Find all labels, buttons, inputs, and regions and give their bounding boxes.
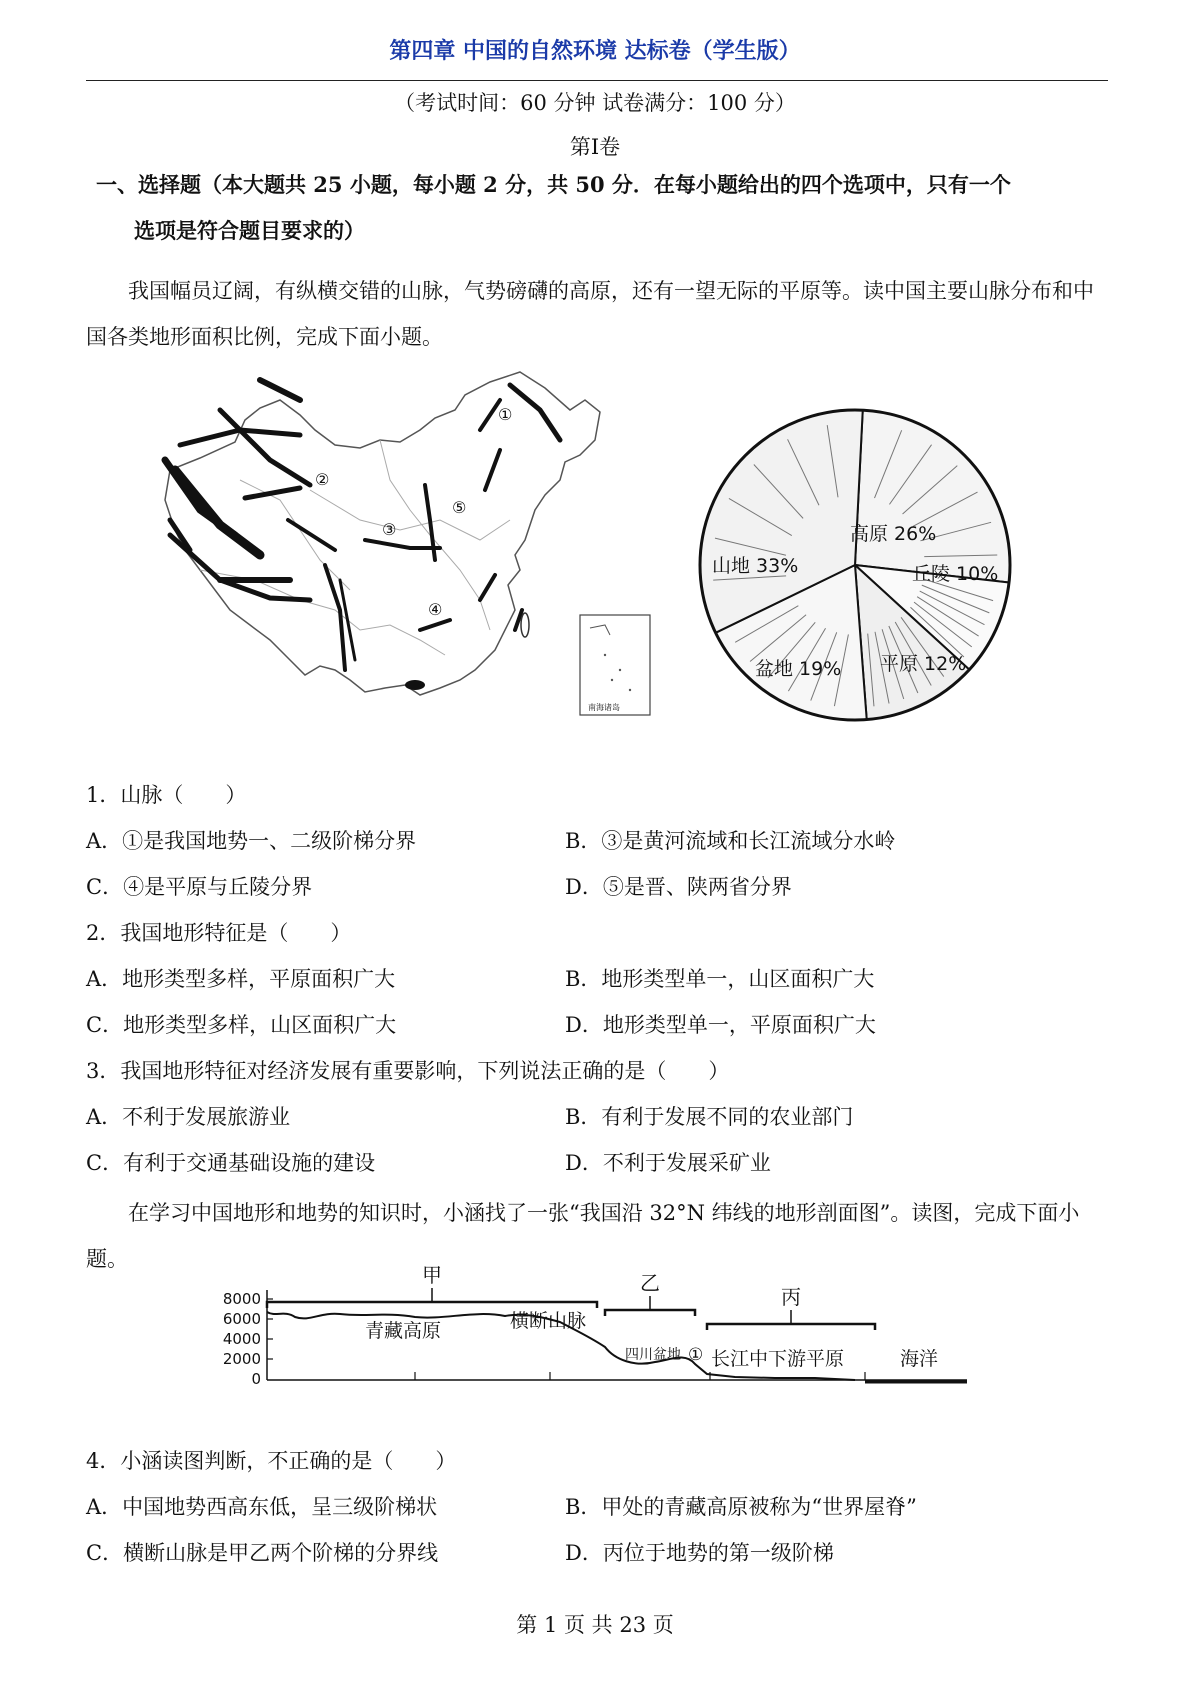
question-3-stem: 3．我国地形特征对经济发展有重要影响，下列说法正确的是（ ） (86, 1059, 730, 1083)
profile-y-tick: 6000 (222, 1310, 261, 1328)
south-china-sea-inset (580, 615, 650, 715)
profile-y-tick: 4000 (222, 1330, 261, 1348)
bracket-label-bing: 丙 (781, 1285, 801, 1309)
map-marker-4: ④ (428, 600, 443, 619)
map-marker-3: ③ (382, 520, 397, 539)
question-1-option-a[interactable]: A．①是我国地势一、二级阶梯分界 (86, 829, 417, 853)
exam-info: （考试时间：60 分钟 试卷满分：100 分） (394, 91, 796, 115)
question-2-option-c[interactable]: C．地形类型多样，山区面积广大 (86, 1013, 397, 1037)
question-4-option-d[interactable]: D．丙位于地势的第一级阶梯 (565, 1541, 834, 1565)
pie-label-plains: 平原 12% (880, 653, 967, 675)
document-title: 第四章 中国的自然环境 达标卷（学生版） (389, 38, 801, 64)
profile-label-ocean: 海洋 (900, 1348, 939, 1370)
terrain-profile-32n (215, 1263, 975, 1437)
pie-label-mountains: 山地 33% (712, 555, 799, 577)
profile-marker-1: ① (688, 1345, 704, 1365)
question-4-option-b[interactable]: B．甲处的青藏高原被称为“世界屋脊” (565, 1495, 917, 1519)
map-marker-5: ⑤ (452, 498, 467, 517)
question-3-option-a[interactable]: A．不利于发展旅游业 (86, 1105, 291, 1129)
section-heading-line1: 一、选择题（本大题共 25 小题，每小题 2 分，共 50 分．在每小题给出的四个选项中，只有一个 (96, 172, 1011, 197)
profile-y-tick: 2000 (222, 1350, 261, 1368)
pie-label-hills: 丘陵 10% (912, 563, 999, 585)
question-1-stem: 1．山脉（ ） (86, 783, 247, 807)
pie-label-plateau: 高原 26% (850, 523, 937, 545)
question-3-option-b[interactable]: B．有利于发展不同的农业部门 (565, 1105, 854, 1129)
question-1-option-c[interactable]: C．④是平原与丘陵分界 (86, 875, 313, 899)
question-3-option-c[interactable]: C．有利于交通基础设施的建设 (86, 1151, 376, 1175)
inset-label: 南海诸岛 (588, 703, 620, 712)
question-1-option-d[interactable]: D．⑤是晋、陕两省分界 (565, 875, 792, 899)
profile-y-tick: 8000 (222, 1290, 261, 1308)
question-2-option-b[interactable]: B．地形类型单一，山区面积广大 (565, 967, 875, 991)
intro-paragraph-2: 在学习中国地形和地势的知识时，小涵找了一张“我国沿 32°N 纬线的地形剖面图”。读图，完成下面小题。 (86, 1201, 1080, 1271)
question-2-option-a[interactable]: A．地形类型多样，平原面积广大 (86, 967, 396, 991)
page-footer: 第 1 页 共 23 页 (516, 1613, 674, 1637)
taiwan-island (521, 613, 529, 637)
profile-label-tibet-plateau: 青藏高原 (365, 1320, 442, 1342)
profile-label-yangtze-plain: 长江中下游平原 (711, 1348, 845, 1370)
profile-label-hengduan: 横断山脉 (510, 1310, 587, 1332)
header-rule (86, 80, 1108, 81)
section-heading-line2: 选项是符合题目要求的） (134, 218, 365, 243)
question-3-option-d[interactable]: D．不利于发展采矿业 (565, 1151, 771, 1175)
question-4-option-c[interactable]: C．横断山脉是甲乙两个阶梯的分界线 (86, 1541, 439, 1565)
bracket-label-yi: 乙 (640, 1271, 660, 1295)
intro-paragraph-1: 我国幅员辽阔，有纵横交错的山脉，气势磅礴的高原，还有一望无际的平原等。读中国主要山脉分布和中国各类地形面积比例，完成下面小题。 (86, 279, 1094, 349)
pie-label-basin: 盆地 19% (755, 658, 842, 680)
bracket-label-jia: 甲 (422, 1263, 442, 1287)
map-marker-1: ① (498, 405, 513, 424)
question-4-stem: 4．小涵读图判断，不正确的是（ ） (86, 1449, 457, 1473)
map-marker-2: ② (315, 470, 330, 489)
question-1-option-b[interactable]: B．③是黄河流域和长江流域分水岭 (565, 829, 896, 853)
china-mountains-map (160, 370, 660, 770)
volume-label: 第Ⅰ卷 (569, 135, 621, 159)
question-2-option-d[interactable]: D．地形类型单一，平原面积广大 (565, 1013, 876, 1037)
profile-y-tick: 0 (251, 1370, 261, 1388)
hainan-island (405, 680, 425, 690)
question-4-option-a[interactable]: A．中国地势西高东低，呈三级阶梯状 (86, 1495, 438, 1519)
landform-pie-chart (690, 400, 1020, 730)
profile-label-sichuan-basin: 四川盆地 (625, 1347, 681, 1363)
question-2-stem: 2．我国地形特征是（ ） (86, 921, 352, 945)
